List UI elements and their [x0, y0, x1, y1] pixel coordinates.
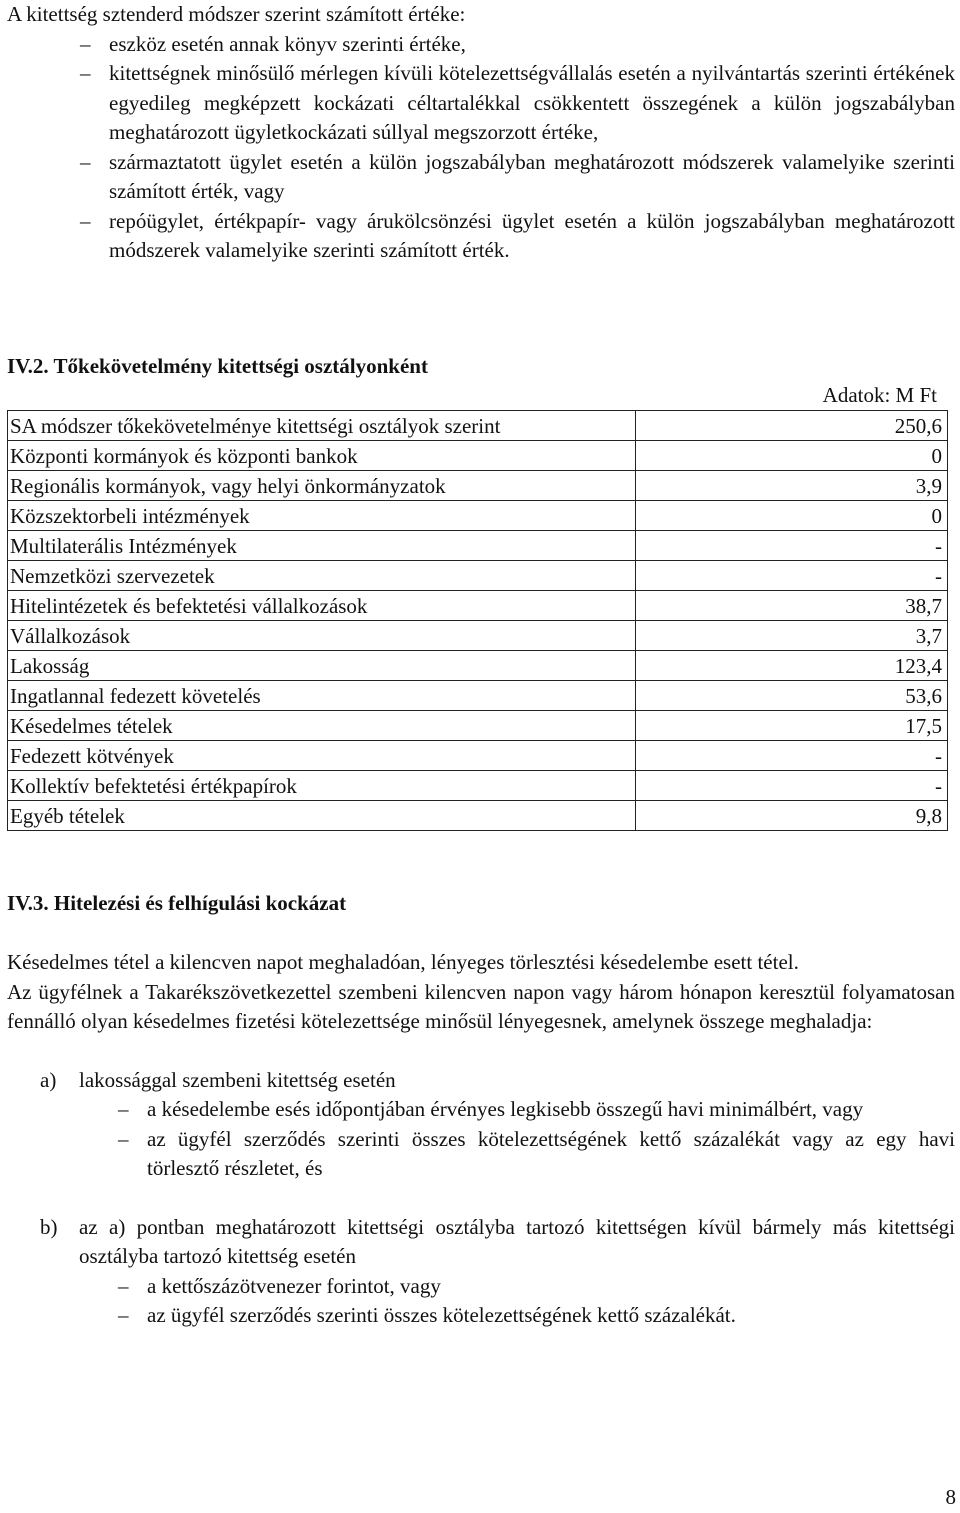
row-label: Közszektorbeli intézmények: [8, 501, 636, 531]
row-value: 250,6: [636, 411, 948, 441]
row-value: 3,7: [636, 621, 948, 651]
dash-bullet: –: [80, 31, 91, 56]
table-row: [8, 411, 948, 441]
row-value: -: [636, 531, 948, 561]
table-row: [8, 591, 948, 621]
row-label: Egyéb tételek: [8, 801, 636, 831]
section-heading-iv2: IV.2. Tőkekövetelmény kitettségi osztályonként: [7, 354, 428, 378]
dash-bullet: –: [118, 1303, 129, 1327]
row-label: Nemzetközi szervezetek: [8, 561, 636, 591]
row-value: -: [636, 771, 948, 801]
sub-list-item: [7, 1125, 955, 1184]
list-item-text: a késedelembe esés időpontjában érvényes legkisebb összegű havi minimálbért, vagy: [147, 1097, 864, 1121]
dash-bullet: –: [80, 61, 91, 85]
row-value: 9,8: [636, 801, 948, 831]
dash-bullet: –: [118, 1273, 129, 1298]
row-value: 3,9: [636, 471, 948, 501]
list-item-a: [7, 1066, 955, 1096]
sub-list-item: [7, 1095, 955, 1125]
paragraph: Az ügyfélnek a Takarékszövetkezettel szembeni kilencven napon vagy három hónapon keresztül folyamatosan fennálló olyan késedelmes fizetési kötelezettsége minősül lényegesnek, amelynek összege meghaladja:: [7, 979, 955, 1033]
table-row: [8, 621, 948, 651]
row-label: Hitelintézetek és befektetési vállalkozások: [8, 591, 636, 621]
list-item-text: lakossággal szembeni kitettség esetén: [79, 1067, 396, 1092]
sub-list-item: [7, 1301, 955, 1331]
row-value: -: [636, 741, 948, 771]
dash-bullet: –: [118, 1097, 129, 1121]
row-value: 0: [636, 501, 948, 531]
section-iv3-body: [7, 948, 955, 1331]
list-item-text: a kettőszázötvenezer forintot, vagy: [147, 1273, 441, 1298]
row-label: Fedezett kötvények: [8, 741, 636, 771]
intro-text: A kitettség sztenderd módszer szerint számított értéke:: [7, 2, 466, 26]
dash-bullet: –: [80, 149, 91, 174]
row-label: Kollektív befektetési értékpapírok: [8, 771, 636, 801]
list-item: [7, 59, 955, 148]
list-item-text: az a) pontban meghatározott kitettségi osztályba tartozó kitettségen kívül bármely más kitettségi osztályba tartozó kitettség esetén: [79, 1214, 955, 1268]
table-row: [8, 441, 948, 471]
list-marker: a): [40, 1067, 57, 1092]
list-item-text: repóügylet, értékpapír- vagy árukölcsönzési ügylet esetén a külön jogszabályban meghatározott módszerek valamelyike szerinti számított érték.: [109, 208, 955, 262]
table-row: [8, 561, 948, 591]
sub-list-item: [7, 1272, 955, 1302]
row-value: 53,6: [636, 681, 948, 711]
table-row: [8, 801, 948, 831]
row-label: Ingatlannal fedezett követelés: [8, 681, 636, 711]
list-marker: b): [40, 1214, 58, 1239]
dash-bullet: –: [80, 208, 91, 233]
unit-label: Adatok: M Ft: [822, 383, 937, 407]
table-row: [8, 531, 948, 561]
section-heading-iv3: IV.3. Hitelezési és felhígulási kockázat: [7, 891, 347, 915]
row-value: 0: [636, 441, 948, 471]
table-row: [8, 711, 948, 741]
list-item-text: az ügyfél szerződés szerinti összes kötelezettségének kettő százalékát vagy az egy havi törlesztő részletet, és: [147, 1126, 955, 1180]
row-label: Regionális kormányok, vagy helyi önkormányzatok: [8, 471, 636, 501]
row-value: 17,5: [636, 711, 948, 741]
table-row: [8, 501, 948, 531]
list-item-text: az ügyfél szerződés szerinti összes kötelezettségének kettő százalékát.: [147, 1303, 736, 1327]
list-item: [7, 30, 955, 60]
row-value: 123,4: [636, 651, 948, 681]
row-label: Késedelmes tételek: [8, 711, 636, 741]
row-label: Vállalkozások: [8, 621, 636, 651]
list-item-text: származtatott ügylet esetén a külön jogszabályban meghatározott módszerek valamelyike szerinti számított érték, vagy: [109, 149, 955, 203]
list-item: [7, 148, 955, 207]
paragraph: Késedelmes tétel a kilencven napot meghaladóan, lényeges törlesztési késedelembe esett tétel.: [7, 950, 799, 974]
row-label: SA módszer tőkekövetelménye kitettségi osztályok szerint: [8, 411, 636, 441]
list-item-text: eszköz esetén annak könyv szerinti értéke,: [109, 31, 466, 56]
list-item-b: [7, 1213, 955, 1272]
document-page: [7, 0, 955, 1327]
row-label: Multilaterális Intézmények: [8, 531, 636, 561]
table-row: [8, 471, 948, 501]
table-row: [8, 681, 948, 711]
row-value: 38,7: [636, 591, 948, 621]
table-row: [8, 741, 948, 771]
dash-bullet: –: [118, 1126, 129, 1151]
table-row: [8, 651, 948, 681]
list-item-text: kitettségnek minősülő mérlegen kívüli kötelezettségvállalás esetén a nyilvántartás szerinti értékének egyedileg megképzett kockázati céltartalékkal csökkentett összegének a külön jogszabályban meghatározott ügyletkockázati súllyal megszorzott értéke,: [109, 61, 955, 144]
page-number: 8: [945, 1485, 956, 1509]
row-value: -: [636, 561, 948, 591]
table-row: [8, 771, 948, 801]
row-label: Lakosság: [8, 651, 636, 681]
row-label: Központi kormányok és központi bankok: [8, 441, 636, 471]
list-item: [7, 207, 955, 266]
capital-requirement-table: [7, 410, 948, 831]
